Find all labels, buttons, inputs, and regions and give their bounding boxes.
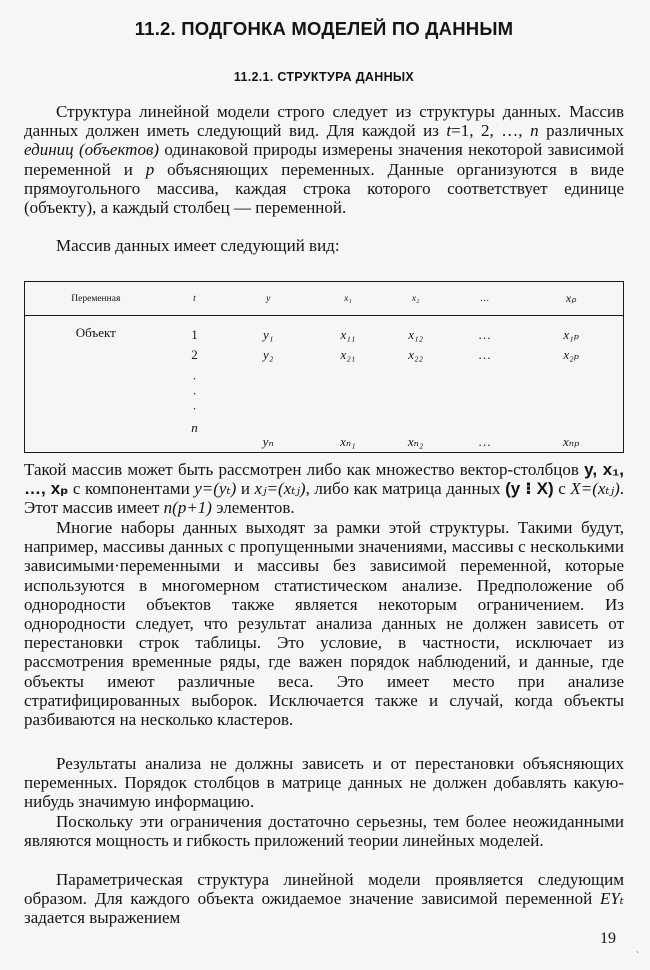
ellipsis-value: … bbox=[477, 347, 491, 362]
book-page bbox=[24, 0, 639, 970]
header-t: t bbox=[167, 282, 223, 316]
ellipsis-value-last: … bbox=[477, 434, 491, 449]
y-components: y=(yₜ) bbox=[194, 479, 237, 499]
t-value-last: n bbox=[191, 420, 198, 435]
header-y: y bbox=[222, 282, 314, 316]
y-value-last: yₙ bbox=[262, 434, 274, 449]
header-variable: Переменная bbox=[25, 282, 167, 316]
header-x2: x₂ bbox=[382, 282, 450, 316]
header-xp: xₚ bbox=[519, 282, 623, 316]
ellipsis-value: … bbox=[477, 327, 491, 342]
expected-value: EYₜ bbox=[599, 889, 624, 909]
subsection-heading: 11.2.1. СТРУКТУРА ДАННЫХ bbox=[233, 70, 415, 84]
x1-column bbox=[314, 316, 382, 453]
paragraph-vectors: Такой массив может быть рассмотрен либо как множество вектор-столбцов y, x₁, …, xₚ с компонентами y=(yₜ) и xⱼ=(xₜⱼ), либо как матрица данных (y ⁝ X) с X=(xₜⱼ). Этот массив имеет n(p+1) элементов. bbox=[24, 460, 624, 518]
x2-column bbox=[382, 316, 450, 453]
row-label-object: Объект bbox=[75, 325, 116, 340]
x2-value-last: xₙ₂ bbox=[407, 434, 424, 449]
paragraph-limitations: Многие наборы данных выходят за рамки этой структуры. Такими будут, например, массивы данных с пропущенными значениями, массивы с несколькими зависимыми·переменными и массивы без зависимой переменной, которые используются в многомерном статистическом анализе. Предположение об однородности объектов также является некоторым ограничением. Из однородности следует, что результат анализа данных не должен зависеть от перестановки строк таблицы. Это условие, в частности, исключает из рассмотрения временные ряды, где важен порядок наблюдений, и данные, где объекты имеют различные веса. Это имеет место при анализе стратифицированных выборок. Исключается также и случай, когда объекты разбиваются на несколько кластеров. bbox=[24, 518, 624, 730]
data-array-table bbox=[24, 281, 624, 453]
y-column bbox=[222, 316, 314, 453]
section-heading: 11.2. ПОДГОНКА МОДЕЛЕЙ ПО ДАННЫМ bbox=[134, 18, 514, 39]
paragraph-power: Поскольку эти ограничения достаточно серьезны, тем более неожиданными являются мощность и гибкость приложений теории линейных моделей. bbox=[24, 812, 624, 851]
page-number: 19 bbox=[600, 930, 616, 947]
x2-value: x₂₂ bbox=[408, 347, 424, 362]
xp-value: x₂ₚ bbox=[563, 347, 579, 362]
y-value: y₂ bbox=[263, 347, 274, 362]
table-header-row bbox=[25, 282, 624, 316]
x2-value: x₁₂ bbox=[408, 327, 424, 342]
paragraph-array-intro: Массив данных имеет следующий вид: bbox=[56, 236, 340, 255]
xp-value-last: xₙₚ bbox=[563, 434, 580, 449]
paragraph-parametric: Параметрическая структура линейной модели проявляется следующим образом. Для каждого объекта ожидаемое значение зависимой переменной EYₜ задается выражением bbox=[24, 870, 624, 928]
t-value: 2 bbox=[191, 347, 198, 362]
corner-mark: ` bbox=[636, 950, 639, 960]
header-ellipsis: … bbox=[450, 282, 520, 316]
data-matrix-pair: (y ⁝ X) bbox=[505, 479, 554, 499]
x1-value: x₂₁ bbox=[340, 347, 356, 362]
vector-list: y, x₁, …, xₚ bbox=[24, 460, 624, 499]
paragraph-column-order: Результаты анализа не должны зависеть и от перестановки объясняющих переменных. Порядок столбцов в матрице данных не должен добавлять какую-нибудь значимую информацию. bbox=[24, 754, 624, 812]
vertical-dot: · bbox=[192, 386, 197, 401]
x-matrix: X=(xₜⱼ) bbox=[570, 479, 620, 499]
vertical-dot: · bbox=[192, 371, 197, 386]
t-column bbox=[167, 316, 223, 453]
element-count: n(p+1) bbox=[163, 498, 212, 518]
y-value: y₁ bbox=[263, 327, 274, 342]
header-x1: x₁ bbox=[314, 282, 382, 316]
x1-value-last: xₙ₁ bbox=[340, 434, 356, 449]
table-body-row bbox=[25, 316, 624, 453]
x-components: xⱼ=(xₜⱼ) bbox=[254, 479, 306, 499]
xp-value: x₁ₚ bbox=[563, 327, 579, 342]
emphasis-units: единиц (объектов) bbox=[24, 140, 159, 160]
vertical-dot: · bbox=[192, 401, 197, 416]
x1-value: x₁₁ bbox=[340, 327, 356, 342]
ellipsis-column bbox=[450, 316, 520, 453]
paragraph-structure: Структура линейной модели строго следует из структуры данных. Массив данных должен иметь следующий вид. Для каждой из t=1, 2, …, n различных единиц (объектов) одинаковой природы измерены значения некоторой зависимой переменной и p объясняющих переменных. Данные организуются в виде прямоугольного массива, каждая строка которого соответствует единице (объекту), а каждый столбец — переменной. bbox=[24, 102, 624, 218]
t-value: 1 bbox=[191, 327, 198, 342]
xp-column bbox=[519, 316, 623, 453]
